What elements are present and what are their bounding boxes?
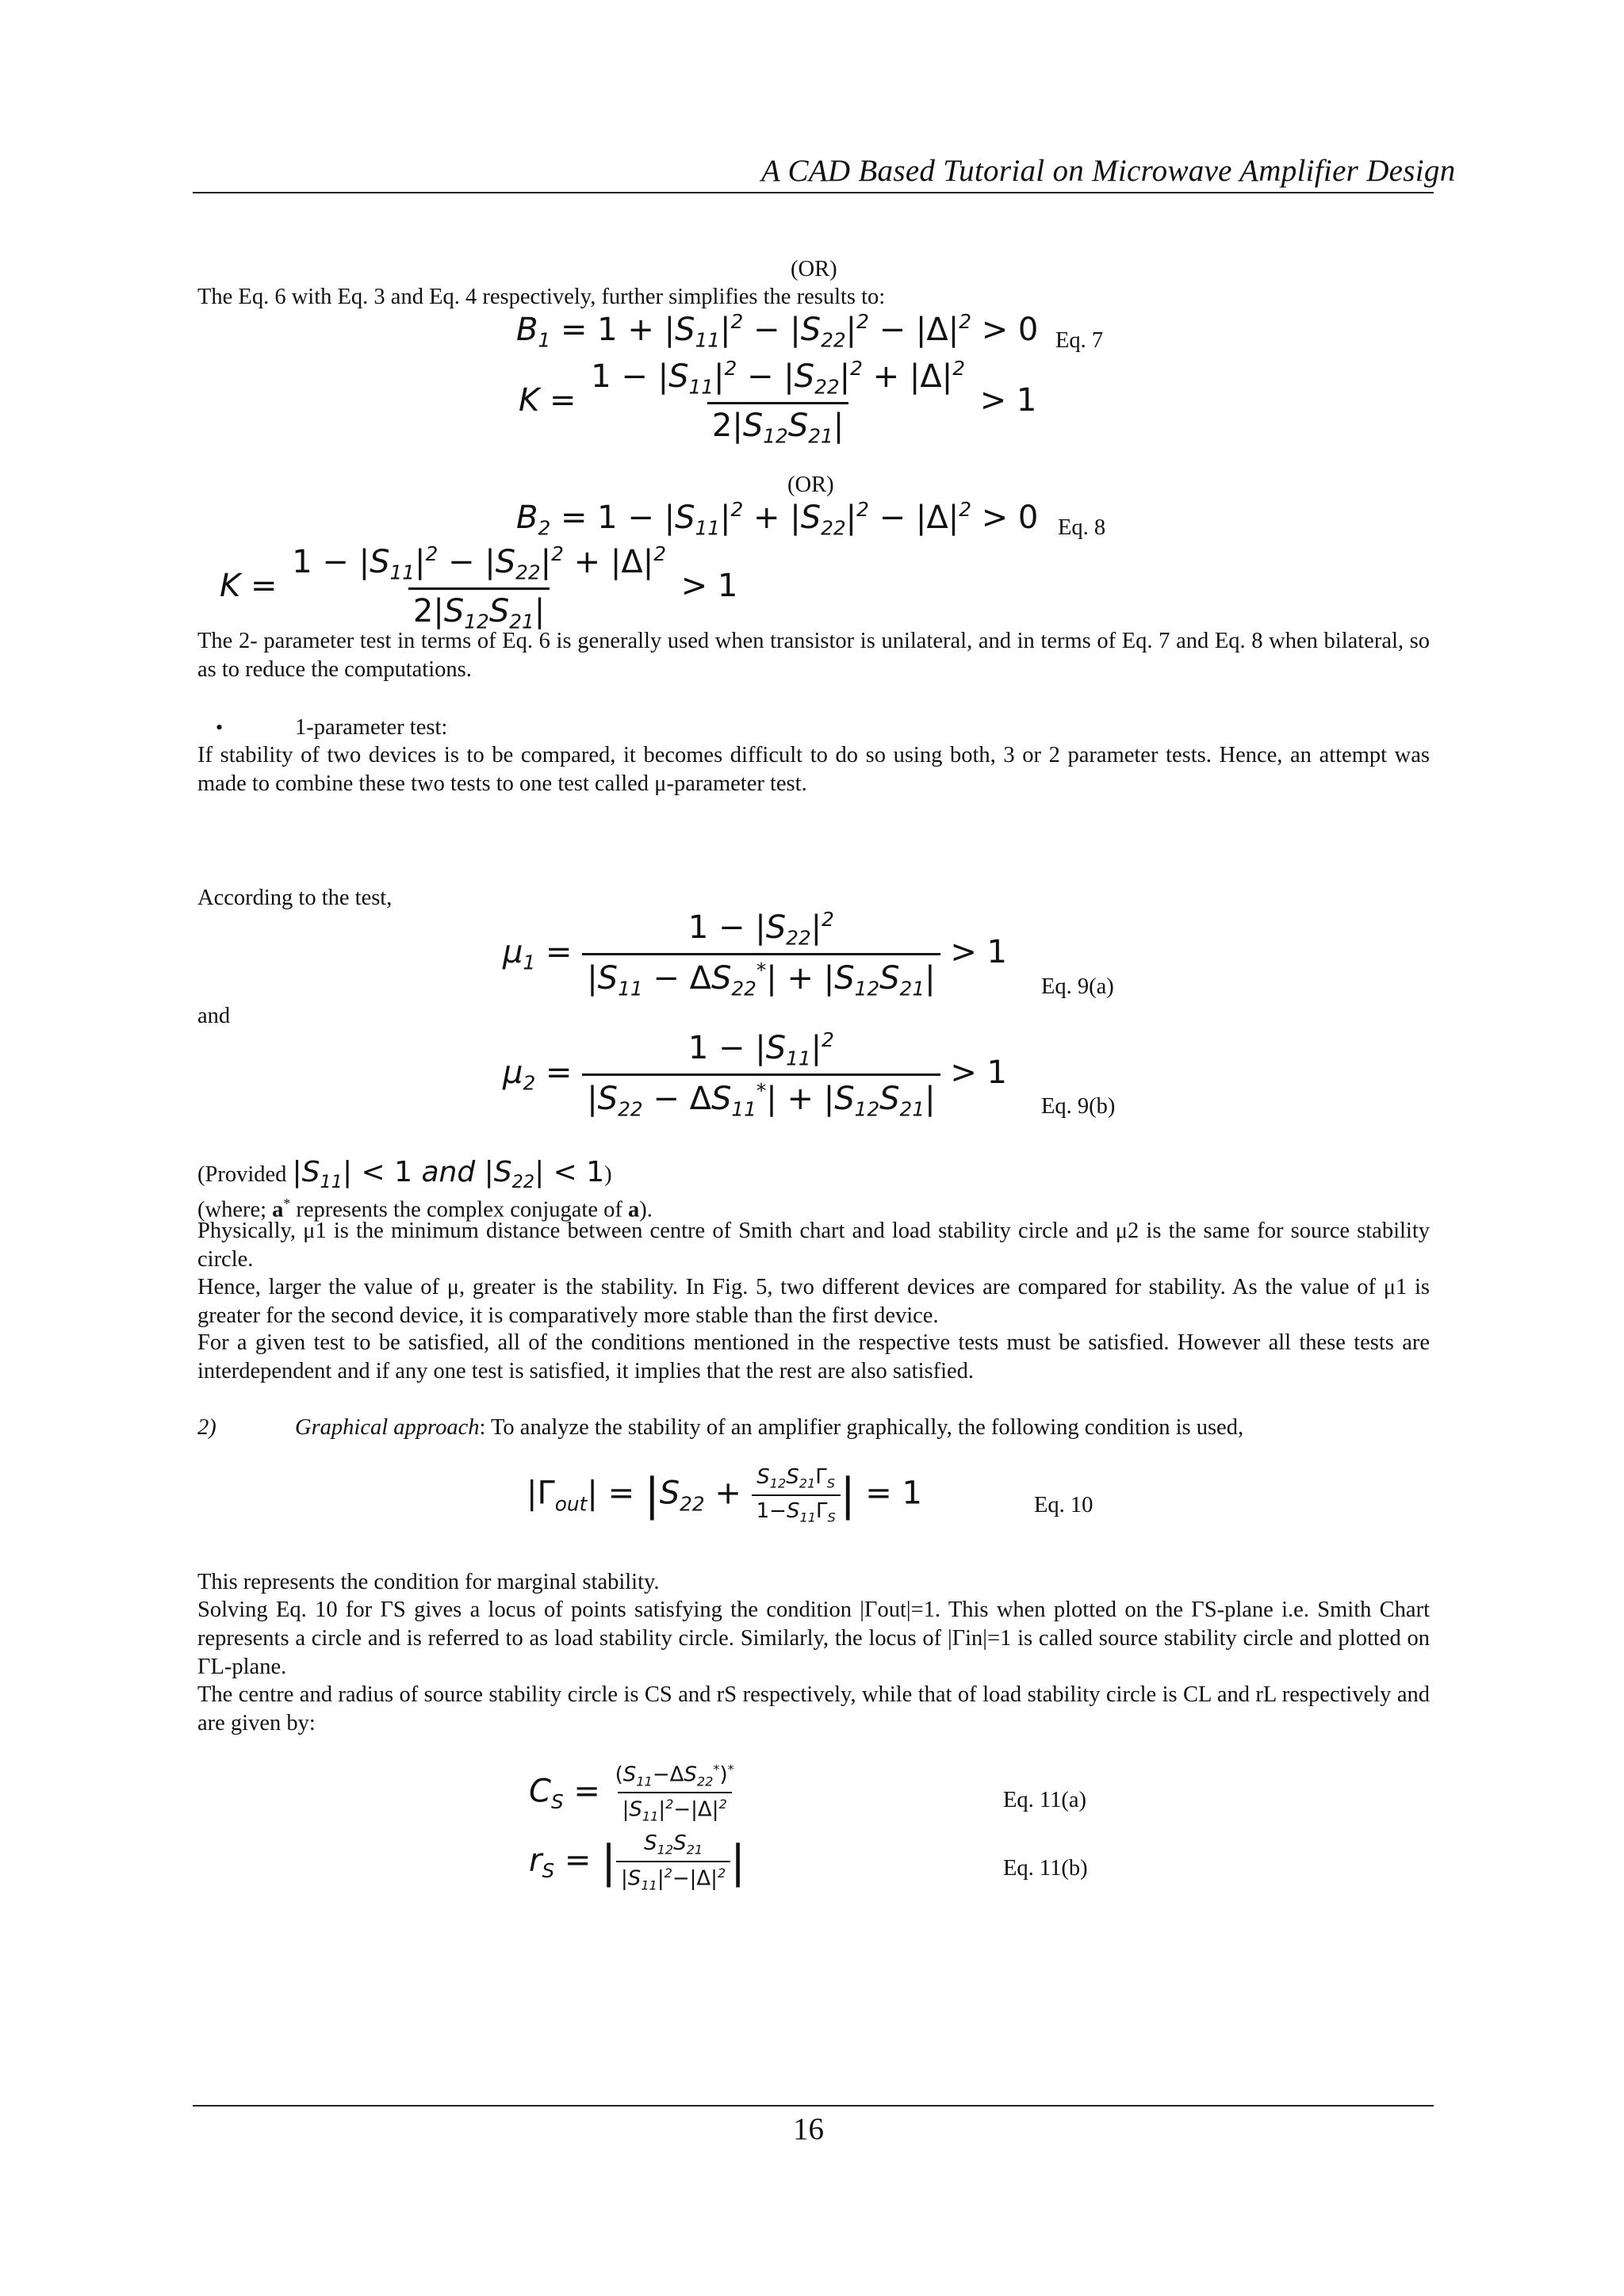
where-a: a — [272, 1197, 284, 1223]
eq8-label: Eq. 8 — [1058, 515, 1106, 540]
eq7-label: Eq. 7 — [1055, 328, 1104, 353]
marginal-text: This represents the condition for marginal stability. — [197, 1570, 660, 1594]
one-param-paragraph: If stability of two devices is to be compared, it becomes difficult to do so using both, 3 or 2 parameter tests. Hence, an attempt was made to combine these two tests to one test called μ-parameter test. — [197, 743, 1430, 796]
where-a2: a — [628, 1197, 640, 1223]
eq10-label: Eq. 10 — [1034, 1493, 1094, 1517]
where-star: * — [283, 1196, 291, 1211]
running-header: A CAD Based Tutorial on Microwave Amplifier Design — [761, 154, 1456, 188]
eq9a-formula: $\mu_1$ = $\frac{1 - |S_{22}|^2}{|S_{11} - \Delta S_{22}^*| + |S_{12}S_{21}|}$ > 1 — [503, 908, 1007, 1001]
eq10-formula: $|\Gamma_{out}| = |S_{22}$ + $\frac{S_{12}S_{21}\Gamma_S}{1-S_{11}\Gamma_S}$ | = 1 — [527, 1465, 922, 1525]
eq11a-formula: $C_S$ = $\frac{(S_{11}-\Delta S_{22}^*)^*}{|S_{11}|^2-|\Delta|^2}$ — [529, 1762, 734, 1824]
for-given-paragraph: For a given test to be satisfied, all of the conditions mentioned in the respective tests must be satisfied. However all these tests are interdependent and if any one test is satisfied, it implies that the rest are also satisfied. — [197, 1330, 1430, 1383]
page-number: 16 — [793, 2112, 824, 2146]
eq9a-label: Eq. 9(a) — [1041, 974, 1114, 999]
where-prefix: (where; — [197, 1197, 273, 1223]
provided-open: (Provided — [197, 1162, 287, 1187]
provided-close: ) — [604, 1162, 612, 1187]
eq9b-formula: $\mu_2$ = $\frac{1 - |S_{11}|^2}{|S_{22} - \Delta S_{11}^*| + |S_{12}S_{21}|}$ > 1 — [503, 1028, 1007, 1121]
eq7-b1-formula: $B_1 = 1 + |S_{11}|^2 - |S_{22}|^2 - |\Delta|^2 > 0$ — [516, 310, 1039, 352]
eq11b-formula: $r_S$ = | $\frac{S_{12}S_{21}}{|S_{11}|^2-|\Delta|^2}$ | — [529, 1831, 746, 1892]
eq11b-label: Eq. 11(b) — [1003, 1856, 1088, 1881]
physically-paragraph: Physically, μ1 is the minimum distance between centre of Smith chart and load stability circle and μ2 is the same for source stability circle. — [197, 1219, 1430, 1272]
header-rule — [193, 192, 1434, 193]
intro-text: The Eq. 6 with Eq. 3 and Eq. 4 respectively, further simplifies the results to: — [197, 285, 886, 309]
graphical-line — [295, 1414, 1243, 1442]
solving-paragraph: Solving Eq. 10 for ΓS gives a locus of points satisfying the condition |Γout|=1. This when plotted on the ΓS-plane i.e. Smith Chart represents a circle and is referred to as load stability circle. Similarly, the locus of |Γin|=1 is called source stability circle and plotted on ΓL-plane. — [197, 1598, 1430, 1679]
where-mid: represents the complex conjugate of — [290, 1197, 628, 1223]
eq8-k-formula: K = $\frac{1 - |S_{11}|^2 - |S_{22}|^2 + |\Delta|^2}{2|S_{12}S_{21}|}$ > 1 — [220, 542, 738, 633]
graphical-title: Graphical approach — [295, 1415, 480, 1440]
or-label-1: (OR) — [791, 257, 837, 281]
graphical-text: : To analyze the stability of an amplifier graphically, the following condition is used, — [479, 1415, 1244, 1440]
bullet-icon: • — [216, 716, 224, 739]
where-end: ). — [639, 1197, 653, 1223]
and-text: and — [197, 1004, 231, 1028]
provided-condition: $|S_{11}| < 1$ and $|S_{22}| < 1$ — [292, 1156, 605, 1192]
eq7-k-formula: K = $\frac{1 - |S_{11}|^2 - |S_{22}|^2 + |\Delta|^2}{2|S_{12}S_{21}|}$ > 1 — [519, 357, 1037, 448]
according-text: According to the test, — [197, 886, 393, 910]
footer-rule — [193, 2105, 1434, 2107]
one-param-heading: 1-parameter test: — [295, 715, 448, 740]
eq11a-label: Eq. 11(a) — [1003, 1788, 1086, 1812]
graphical-number: 2) — [197, 1415, 216, 1440]
centre-paragraph: The centre and radius of source stability circle is CS and rS respectively, while that of load stability circle is CL and rL respectively and are given by: — [197, 1682, 1430, 1735]
hence-paragraph: Hence, larger the value of μ, greater is the stability. In Fig. 5, two different devices are compared for stability. As the value of μ1 is greater for the second device, it is comparatively more stable than the first device. — [197, 1275, 1430, 1328]
two-param-paragraph: The 2- parameter test in terms of Eq. 6 is generally used when transistor is unilateral, and in terms of Eq. 7 and Eq. 8 when bilateral, so as to reduce the computations. — [197, 629, 1430, 682]
or-label-2: (OR) — [787, 473, 834, 497]
eq8-b2-formula: $B_2 = 1 - |S_{11}|^2 + |S_{22}|^2 - |\Delta|^2 > 0$ — [516, 498, 1039, 540]
eq9b-label: Eq. 9(b) — [1041, 1094, 1116, 1119]
